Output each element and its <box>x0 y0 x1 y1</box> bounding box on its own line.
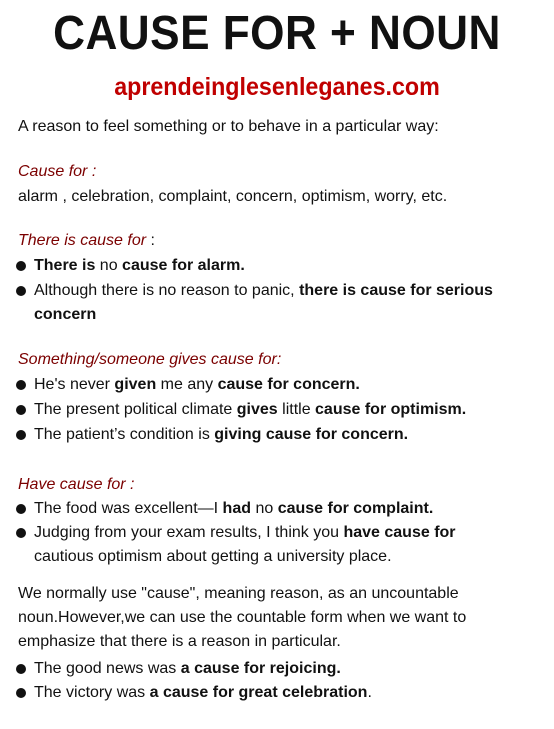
bullet-icon <box>16 286 26 296</box>
page-title: CAUSE FOR + NOUN <box>53 7 501 60</box>
heading-text: Cause for : <box>18 163 97 180</box>
example-sentence: He's never given me any cause for concern. <box>34 376 360 393</box>
note-line: We normally use "cause", meaning reason, as an uncountable <box>18 585 459 602</box>
bullet-icon <box>16 688 26 698</box>
bullet-icon <box>16 664 26 674</box>
heading-text: Something/someone gives cause for: <box>18 351 282 368</box>
bullet-icon <box>16 430 26 440</box>
example-sentence: The food was excellent—I had no cause for complaint. <box>34 500 434 517</box>
heading-text: Have cause for : <box>18 476 135 493</box>
note-line: emphasize that there is a reason in particular. <box>18 633 341 650</box>
site-url: aprendeinglesenleganes.com <box>114 73 440 101</box>
intro-text: A reason to feel something or to behave in a particular way: <box>18 118 439 135</box>
example-sentence-continued: concern <box>34 306 97 323</box>
section-heading-gives <box>18 348 281 372</box>
bullet-icon <box>16 528 26 538</box>
section-heading-have <box>18 473 135 497</box>
bullet-icon <box>16 405 26 415</box>
bullet-icon <box>16 261 26 271</box>
example-sentence: The present political climate gives little cause for optimism. <box>34 401 467 418</box>
section-heading-cause-for <box>18 160 96 184</box>
note-line: noun.However,we can use the countable form when we want to <box>18 609 467 626</box>
noun-list: alarm , celebration, complaint, concern, optimism, worry, etc. <box>18 188 448 205</box>
example-sentence: The victory was a cause for great celebration. <box>34 684 372 701</box>
example-sentence: Judging from your exam results, I think you have cause for <box>34 524 456 541</box>
bullet-icon <box>16 504 26 514</box>
heading-suffix: : <box>146 232 155 249</box>
example-sentence: Although there is no reason to panic, there is cause for serious <box>34 282 493 299</box>
section-heading-there-is <box>18 229 155 253</box>
heading-text: There is cause for <box>18 232 147 249</box>
example-sentence-continued: cautious optimism about getting a university place. <box>34 548 392 565</box>
example-sentence: The good news was a cause for rejoicing. <box>34 660 341 677</box>
bullet-icon <box>16 380 26 390</box>
example-sentence: There is no cause for alarm. <box>34 257 245 274</box>
example-sentence: The patient’s condition is giving cause for concern. <box>34 426 409 443</box>
